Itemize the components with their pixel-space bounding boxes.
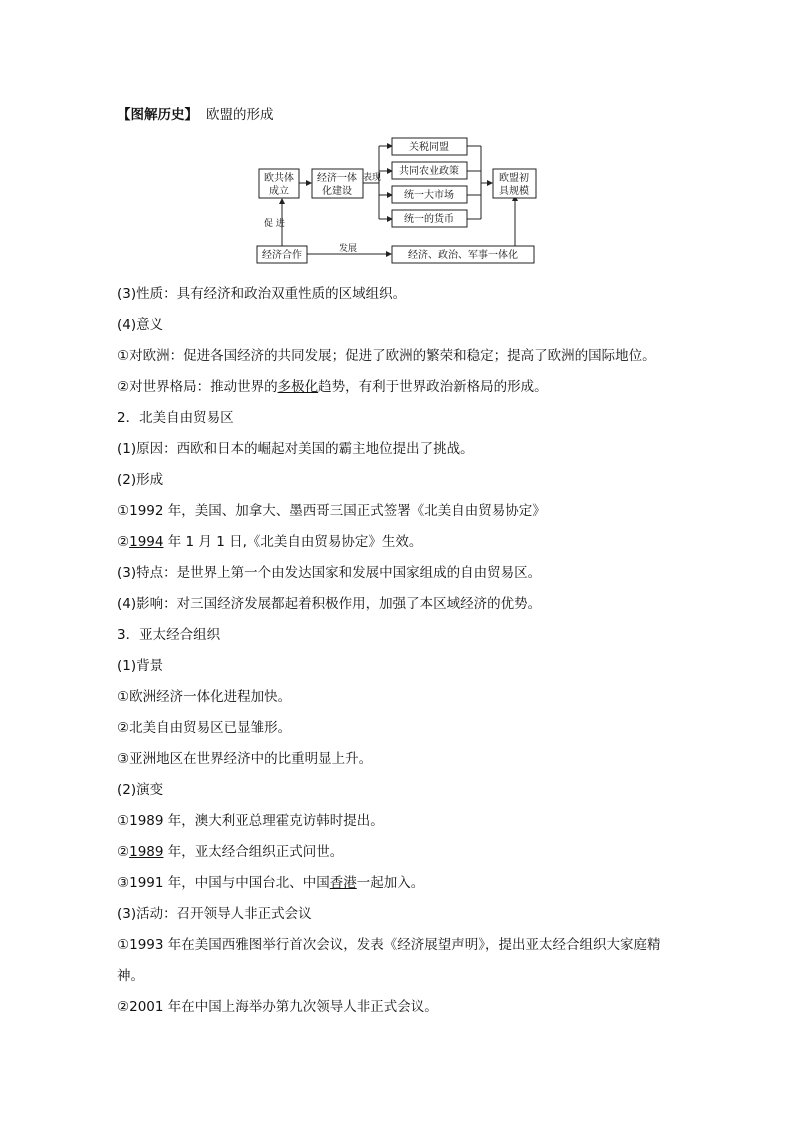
heading-title: 欧盟的形成: [206, 107, 274, 123]
text-fragment: 趋势，有利于世界政治新格局的形成。: [318, 379, 548, 395]
text-fragment: 一起加入。: [356, 875, 425, 891]
significance-world: [117, 372, 682, 403]
apec-evolution-label: (2)演变: [117, 782, 164, 798]
svg-text:欧盟初: 欧盟初: [499, 173, 529, 184]
apec-background-2: ②北美自由贸易区已显雏形。: [117, 720, 292, 736]
svg-text:统一大市场: 统一大市场: [404, 190, 454, 201]
body-text: [117, 279, 682, 1023]
svg-text:经济一体: 经济一体: [317, 173, 357, 184]
significance-europe: ①对欧洲：促进各国经济的共同发展；促进了欧洲的繁荣和稳定；提高了欧洲的国际地位。: [117, 348, 656, 364]
significance-label: (4)意义: [117, 317, 164, 333]
nafta-formation-label: (2)形成: [117, 472, 164, 488]
apec-background-3: ③亚洲地区在世界经济中的比重明显上升。: [117, 751, 373, 767]
label-promote: 促 进: [264, 219, 285, 229]
nafta-reason: (1)原因：西欧和日本的崛起对美国的霸主地位提出了挑战。: [117, 441, 474, 457]
box-common-agricultural-policy: [392, 162, 467, 179]
underlined-term: 香港: [329, 875, 357, 891]
nafta-impact: (4)影响：对三国经济发展都起着积极作用，加强了本区域经济的优势。: [117, 596, 542, 612]
box-ec-established: [259, 169, 299, 198]
nafta-title: 2．北美自由贸易区: [117, 410, 234, 426]
underlined-term: 1989: [129, 844, 164, 860]
text-fragment: 年 1 月 1 日,《北美自由贸易协定》生效。: [163, 534, 423, 550]
label-develop: 发展: [339, 244, 358, 254]
box-economic-integration: [312, 169, 363, 198]
eu-formation-diagram: [255, 136, 540, 268]
nafta-formation-2: [117, 527, 682, 558]
svg-text:统一的货币: 统一的货币: [404, 214, 454, 225]
text-fragment: ②: [117, 844, 130, 860]
label-manifest: 表现: [363, 173, 382, 183]
box-economic-cooperation: [257, 246, 307, 263]
apec-activity-2: ②2001 年在中国上海举办第九次领导人非正式会议。: [117, 999, 438, 1015]
svg-text:经济、政治、军事一体化: 经济、政治、军事一体化: [408, 250, 518, 261]
apec-evolution-2: [117, 837, 682, 868]
box-single-currency: [392, 210, 467, 227]
text-fragment: ③1991 年，中国与中国台北、中国: [117, 875, 330, 891]
underlined-term: 多极化: [277, 379, 319, 395]
nafta-feature: (3)特点：是世界上第一个由发达国家和发展中国家组成的自由贸易区。: [117, 565, 542, 581]
apec-activity-label: (3)活动：召开领导人非正式会议: [117, 906, 312, 922]
box-integration: [392, 246, 534, 263]
svg-text:关税同盟: 关税同盟: [409, 142, 449, 153]
svg-text:共同农业政策: 共同农业政策: [399, 166, 459, 177]
section-heading: [117, 103, 274, 123]
apec-evolution-1: ①1989 年，澳大利亚总理霍克访韩时提出。: [117, 813, 384, 829]
underlined-term: 1994: [129, 534, 164, 550]
text-fragment: ②对世界格局：推动世界的: [117, 379, 278, 395]
box-eu-takes-shape: [493, 169, 536, 198]
text-fragment: 年，亚太经合组织正式问世。: [163, 844, 344, 860]
svg-text:欧共体: 欧共体: [264, 173, 294, 184]
text-fragment: ②: [117, 534, 130, 550]
svg-text:经济合作: 经济合作: [262, 250, 302, 261]
apec-evolution-3: [117, 868, 682, 899]
svg-text:具规模: 具规模: [499, 186, 529, 197]
apec-background-label: (1)背景: [117, 658, 164, 674]
box-customs-union: [392, 138, 467, 155]
svg-text:化建设: 化建设: [322, 186, 352, 197]
apec-activity-1: ①1993 年在美国西雅图举行首次会议，发表《经济展望声明》，提出亚太经合组织大家庭精神。: [117, 937, 661, 984]
heading-tag: 【图解历史】: [117, 107, 198, 123]
box-single-market: [392, 186, 467, 203]
nafta-formation-1: ①1992 年，美国、加拿大、墨西哥三国正式签署《北美自由贸易协定》: [117, 503, 546, 519]
apec-background-1: ①欧洲经济一体化进程加快。: [117, 689, 292, 705]
svg-text:成立: 成立: [269, 186, 289, 197]
nature-line: (3)性质：具有经济和政治双重性质的区域组织。: [117, 286, 407, 302]
apec-title: 3．亚太经合组织: [117, 627, 221, 643]
